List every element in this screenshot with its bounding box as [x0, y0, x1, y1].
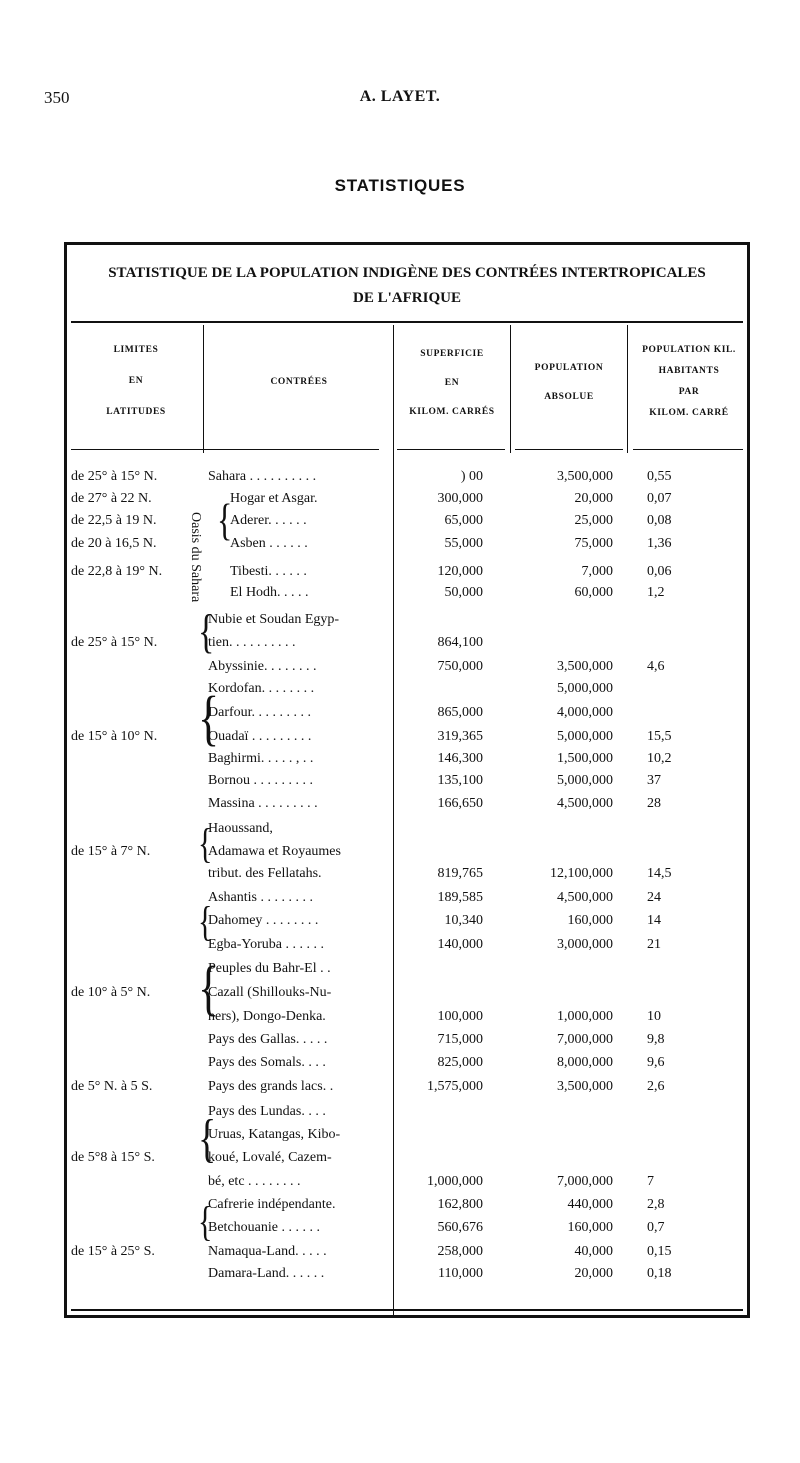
country-cell: Bornou . . . . . . . . .: [208, 773, 313, 788]
population-cell: 7,000,000: [557, 1032, 613, 1047]
superficie-cell: 189,585: [437, 890, 483, 905]
country-cell: Baghirmi. . . . . , . .: [208, 751, 314, 766]
superficie-cell: 135,100: [437, 773, 483, 788]
country-cell: Adamawa et Royaumes: [208, 844, 341, 859]
country-cell: koué, Lovalé, Cazem-: [208, 1150, 332, 1165]
country-cell: Dahomey . . . . . . . .: [208, 913, 319, 928]
column-divider: [393, 325, 394, 1315]
density-cell: 0,55: [647, 469, 672, 484]
country-cell: bé, etc . . . . . . . .: [208, 1174, 301, 1189]
superficie-cell: 146,300: [437, 751, 483, 766]
country-cell: Abyssinie. . . . . . . .: [208, 659, 317, 674]
superficie-cell: 166,650: [437, 796, 483, 811]
superficie-cell: 140,000: [437, 937, 483, 952]
population-cell: 75,000: [574, 536, 613, 551]
superficie-cell: 100,000: [437, 1009, 483, 1024]
title-divider: [71, 321, 743, 323]
density-cell: 0,15: [647, 1244, 672, 1259]
country-cell: Damara-Land. . . . . .: [208, 1266, 325, 1281]
latitude-cell: de 25° à 15° N.: [71, 635, 158, 650]
superficie-cell: 55,000: [444, 536, 483, 551]
latitude-cell: de 22,8 à 19° N.: [71, 564, 163, 579]
population-cell: 4,500,000: [557, 796, 613, 811]
country-cell: Asben . . . . . .: [230, 536, 308, 551]
country-cell: hers), Dongo-Denka.: [208, 1009, 326, 1024]
population-cell: 12,100,000: [550, 866, 613, 881]
population-cell: 3,000,000: [557, 937, 613, 952]
superficie-cell: 50,000: [444, 585, 483, 600]
superficie-cell: 715,000: [437, 1032, 483, 1047]
superficie-cell: 300,000: [437, 491, 483, 506]
superficie-cell: 319,365: [437, 729, 483, 744]
column-divider: [203, 325, 204, 453]
superficie-cell: 1,000,000: [427, 1174, 483, 1189]
country-cell: Nubie et Soudan Egyp-: [208, 612, 340, 627]
header-underline: [633, 449, 743, 450]
table-title-line2: DE L'AFRIQUE: [353, 290, 461, 306]
density-cell: 10,2: [647, 751, 672, 766]
column-divider: [510, 325, 511, 453]
brace: {: [198, 606, 215, 659]
running-head: A. LAYET.: [359, 88, 441, 105]
country-cell: Kordofan. . . . . . . .: [208, 681, 315, 696]
country-cell: Betchouanie . . . . . .: [208, 1220, 320, 1235]
table-title: [67, 261, 747, 311]
density-cell: 37: [647, 773, 661, 788]
density-cell: 7: [647, 1174, 654, 1189]
country-cell: Peuples du Bahr-El . .: [208, 961, 331, 976]
section-title: STATISTIQUES: [334, 176, 466, 195]
density-cell: 4,6: [647, 659, 665, 674]
header-population: POPULATION ABSOLUE: [534, 363, 604, 402]
population-cell: 440,000: [567, 1197, 613, 1212]
header-underline: [397, 449, 505, 450]
brace: {: [198, 899, 213, 946]
density-cell: 2,8: [647, 1197, 665, 1212]
population-cell: 20,000: [574, 1266, 613, 1281]
superficie-cell: 258,000: [437, 1244, 483, 1259]
brace: {: [198, 954, 220, 1023]
country-cell: tien. . . . . . . . . .: [208, 635, 296, 650]
superficie-cell: 1,575,000: [427, 1079, 483, 1094]
latitude-cell: de 20 à 16,5 N.: [71, 536, 157, 551]
density-cell: 21: [647, 937, 661, 952]
population-cell: 1,000,000: [557, 1009, 613, 1024]
density-cell: 9,6: [647, 1055, 665, 1070]
column-divider: [627, 325, 628, 453]
density-cell: 2,6: [647, 1079, 665, 1094]
header-superficie: SUPERFICIE EN KILOM. CARRÉS: [409, 349, 495, 417]
population-cell: 8,000,000: [557, 1055, 613, 1070]
density-cell: 24: [647, 890, 661, 905]
country-cell: Haoussand,: [208, 821, 273, 836]
density-cell: 0,7: [647, 1220, 665, 1235]
population-cell: 5,000,000: [557, 773, 613, 788]
brace: {: [217, 493, 233, 545]
latitude-cell: de 5°8 à 15° S.: [71, 1150, 155, 1165]
population-cell: 1,500,000: [557, 751, 613, 766]
population-cell: 3,500,000: [557, 1079, 613, 1094]
density-cell: 28: [647, 796, 661, 811]
country-cell: Pays des Lundas. . . .: [208, 1104, 326, 1119]
superficie-cell: 10,340: [444, 913, 483, 928]
density-cell: 1,2: [647, 585, 665, 600]
country-cell: Ashantis . . . . . . . .: [208, 890, 313, 905]
header-underline: [71, 449, 379, 450]
statistics-table: [64, 242, 750, 1318]
brace: {: [198, 821, 213, 868]
population-cell: 3,500,000: [557, 659, 613, 674]
superficie-cell: 865,000: [437, 705, 483, 720]
brace: {: [198, 1199, 213, 1246]
population-cell: 5,000,000: [557, 729, 613, 744]
country-cell: Sahara . . . . . . . . . .: [208, 469, 317, 484]
latitude-cell: de 22,5 à 19 N.: [71, 513, 157, 528]
country-cell: Massina . . . . . . . . .: [208, 796, 318, 811]
country-cell: Uruas, Katangas, Kibo-: [208, 1127, 341, 1142]
population-cell: 5,000,000: [557, 681, 613, 696]
population-cell: 7,000,000: [557, 1174, 613, 1189]
country-cell: Pays des Gallas. . . . .: [208, 1032, 328, 1047]
population-cell: 4,500,000: [557, 890, 613, 905]
country-cell: Hogar et Asgar.: [230, 491, 318, 506]
population-cell: 7,000: [581, 564, 613, 579]
density-cell: 1,36: [647, 536, 672, 551]
population-cell: 40,000: [574, 1244, 613, 1259]
country-cell: Ouadaï . . . . . . . . .: [208, 729, 312, 744]
table-title-line1: STATISTIQUE DE LA POPULATION INDIGÈNE DES CONTRÉES INTERTROPICALES: [108, 265, 706, 281]
superficie-cell: 819,765: [437, 866, 483, 881]
superficie-cell: 120,000: [437, 564, 483, 579]
superficie-cell: 162,800: [437, 1197, 483, 1212]
country-cell: Pays des grands lacs. .: [208, 1079, 334, 1094]
country-cell: tribut. des Fellatahs.: [208, 866, 322, 881]
country-cell: Tibesti. . . . . .: [230, 564, 307, 579]
country-cell: Cazall (Shillouks-Nu-: [208, 985, 332, 1000]
superficie-cell: 110,000: [438, 1266, 483, 1281]
country-cell: Cafrerie indépendante.: [208, 1197, 336, 1212]
density-cell: 9,8: [647, 1032, 665, 1047]
country-cell: Pays des Somals. . . .: [208, 1055, 326, 1070]
brace: {: [198, 684, 220, 753]
density-cell: 10: [647, 1009, 661, 1024]
country-cell: Darfour. . . . . . . . .: [208, 705, 312, 720]
density-cell: 14: [647, 913, 661, 928]
latitude-cell: de 15° à 25° S.: [71, 1244, 155, 1259]
latitude-cell: de 27° à 22 N.: [71, 491, 152, 506]
superficie-cell: 560,676: [437, 1220, 483, 1235]
population-cell: 4,000,000: [557, 705, 613, 720]
country-cell: Aderer. . . . . .: [230, 513, 307, 528]
density-cell: 0,06: [647, 564, 672, 579]
superficie-cell: 864,100: [437, 635, 483, 650]
superficie-cell: 825,000: [437, 1055, 483, 1070]
header-densite: POPULATION KIL. HABITANTS PAR KILOM. CARRÉ: [642, 345, 736, 418]
oasis-du-sahara-label: Oasis du Sahara: [188, 511, 203, 603]
population-cell: 25,000: [574, 513, 613, 528]
country-cell: El Hodh. . . . .: [230, 585, 309, 600]
header-contrees: CONTRÉES: [270, 377, 328, 387]
header-underline: [515, 449, 623, 450]
density-cell: 0,08: [647, 513, 672, 528]
page-number: 350: [44, 88, 70, 107]
density-cell: 15,5: [647, 729, 672, 744]
population-cell: 20,000: [574, 491, 613, 506]
population-cell: 3,500,000: [557, 469, 613, 484]
density-cell: 0,18: [647, 1266, 672, 1281]
superficie-cell: ) 00: [460, 469, 483, 484]
superficie-cell: 750,000: [437, 659, 483, 674]
superficie-cell: 65,000: [444, 513, 483, 528]
latitude-cell: de 25° à 15° N.: [71, 469, 158, 484]
latitude-cell: de 15° à 7° N.: [71, 844, 151, 859]
population-cell: 160,000: [567, 913, 613, 928]
country-cell: Namaqua-Land. . . . .: [208, 1244, 327, 1259]
density-cell: 14,5: [647, 866, 672, 881]
table-bottom-rule: [71, 1309, 743, 1311]
density-cell: 0,07: [647, 491, 672, 506]
latitude-cell: de 15° à 10° N.: [71, 729, 158, 744]
population-cell: 160,000: [567, 1220, 613, 1235]
header-limites: LIMITES EN LATITUDES: [106, 345, 166, 417]
brace: {: [198, 1109, 217, 1169]
population-cell: 60,000: [574, 585, 613, 600]
latitude-cell: de 5° N. à 5 S.: [71, 1079, 153, 1094]
country-cell: Egba-Yoruba . . . . . .: [208, 937, 325, 952]
latitude-cell: de 10° à 5° N.: [71, 985, 151, 1000]
